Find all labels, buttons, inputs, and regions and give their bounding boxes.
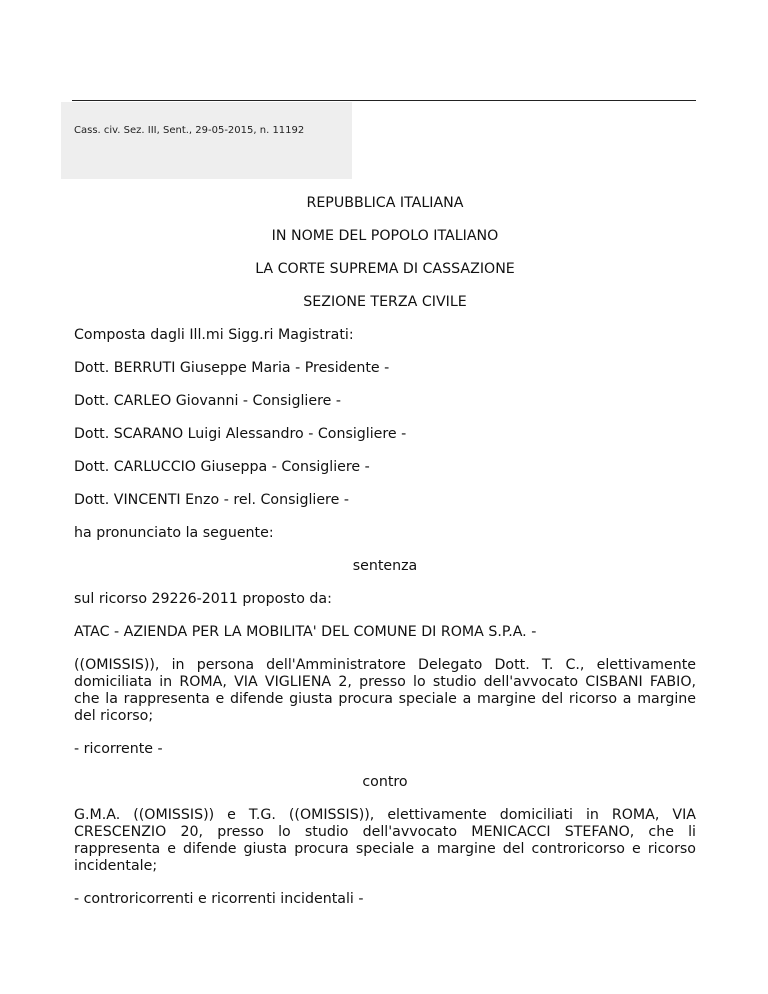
respondents-details: G.M.A. ((OMISSIS)) e T.G. ((OMISSIS)), elettivamente domiciliati in ROMA, VIA CRESCENZIO 20, presso lo studio dell'avvocato MENICACCI STEFANO, che li rappresenta e difende giusta procura speciale a margine del controricorso e ricorso incidentale;: [74, 807, 696, 874]
sentence-heading: sentenza: [352, 558, 418, 574]
judge-line: Dott. CARLUCCIO Giuseppa - Consigliere -: [74, 459, 370, 475]
judge-line: Dott. SCARANO Luigi Alessandro - Consigliere -: [74, 426, 407, 442]
court-name-of-people: IN NOME DEL POPOLO ITALIANO: [271, 228, 499, 244]
judge-line: Dott. VINCENTI Enzo - rel. Consigliere -: [74, 492, 349, 508]
appellant-details: ((OMISSIS)), in persona dell'Amministratore Delegato Dott. T. C., elettivamente domiciliata in ROMA, VIA VIGLIENA 2, presso lo studio dell'avvocato CISBANI FABIO, che la rappresenta e difende giusta procura speciale a margine del ricorso a margine del ricorso;: [74, 657, 696, 724]
document-body: [74, 195, 696, 924]
court-supreme: LA CORTE SUPREMA DI CASSAZIONE: [255, 261, 515, 277]
appellant-name: ATAC - AZIENDA PER LA MOBILITA' DEL COMUNE DI ROMA S.P.A. -: [74, 624, 537, 640]
respondents-role: - controricorrenti e ricorrenti incidentali -: [74, 891, 364, 907]
against-heading: contro: [362, 774, 408, 790]
pronounced-line: ha pronunciato la seguente:: [74, 525, 274, 541]
citation-text: Cass. civ. Sez. III, Sent., 29-05-2015, n. 11192: [74, 125, 305, 136]
appellant-role: - ricorrente -: [74, 741, 163, 757]
judge-line: Dott. CARLEO Giovanni - Consigliere -: [74, 393, 341, 409]
court-section: SEZIONE TERZA CIVILE: [303, 294, 467, 310]
composition-intro: Composta dagli Ill.mi Sigg.ri Magistrati:: [74, 327, 354, 343]
header-rule: [72, 100, 696, 101]
court-republic: REPUBBLICA ITALIANA: [306, 195, 464, 211]
citation-box: [61, 102, 352, 179]
judge-line: Dott. BERRUTI Giuseppe Maria - Presidente -: [74, 360, 390, 376]
appeal-intro: sul ricorso 29226-2011 proposto da:: [74, 591, 332, 607]
